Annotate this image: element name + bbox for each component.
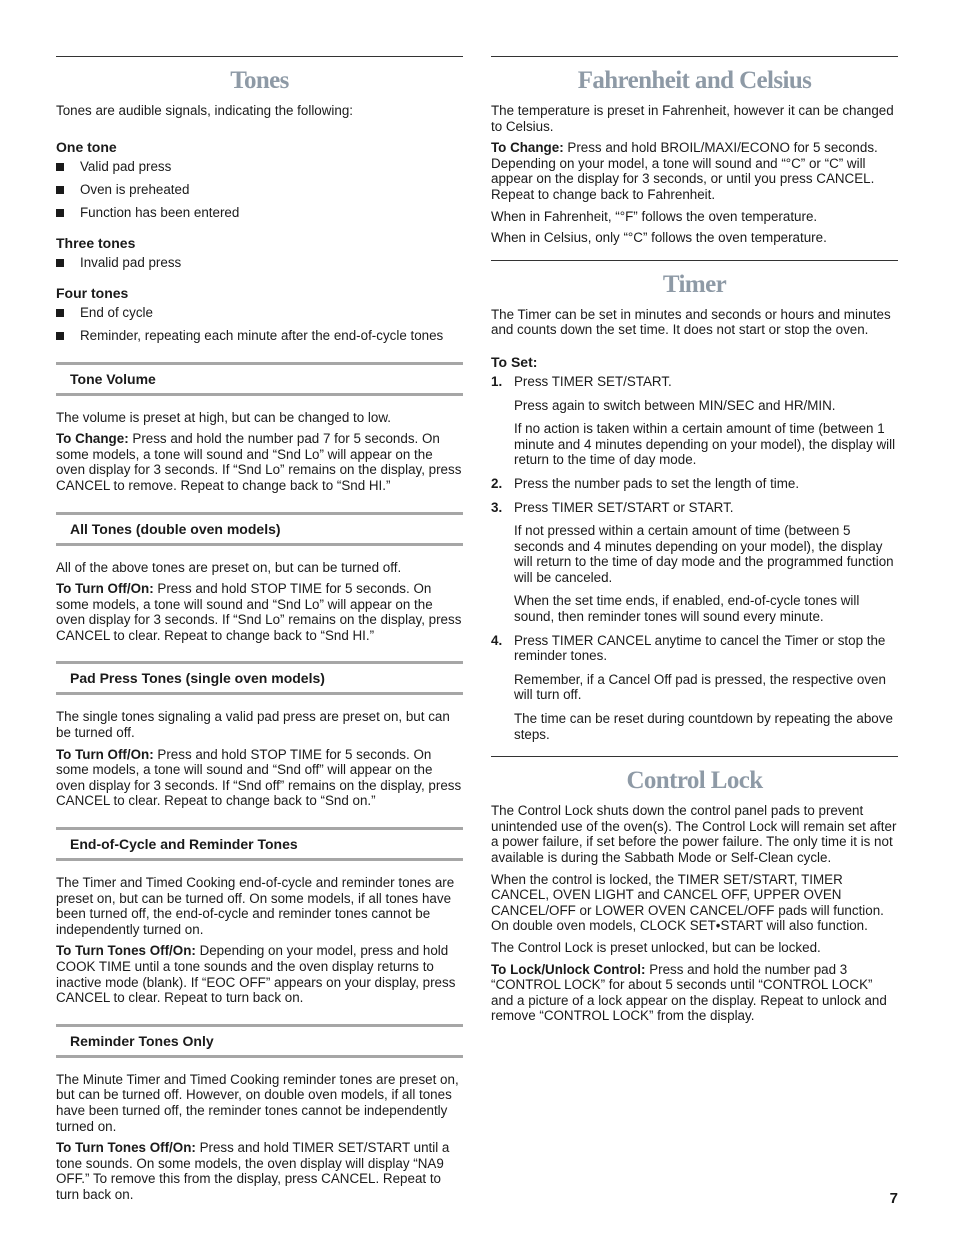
- timer-steps: [491, 374, 898, 742]
- timer-step: [491, 476, 898, 492]
- fahrenheit-intro: The temperature is preset in Fahrenheit, however it can be changed to Celsius.: [491, 103, 894, 134]
- page-number: 7: [889, 1190, 898, 1207]
- list-item: [56, 159, 463, 175]
- step-note: If not pressed within a certain amount of time (between 5 seconds and 4 minutes depending on your model), the display will return to the time of day mode and the programmed function will be canceled.: [514, 523, 894, 585]
- all-tones-heading: All Tones (double oven models): [56, 512, 463, 546]
- step-note: If no action is taken within a certain amount of time (between 1 minute and 4 minutes depending on your model), the display will return to the time of day mode.: [514, 421, 896, 468]
- celsius-note: When in Celsius, only “°C” follows the oven temperature.: [491, 230, 827, 246]
- section-divider: [491, 260, 898, 261]
- tone-volume-heading: Tone Volume: [56, 362, 463, 396]
- instruction-label: To Change:: [491, 140, 564, 156]
- fahrenheit-note: When in Fahrenheit, “°F” follows the oven temperature.: [491, 208, 818, 224]
- instruction-text: Press and hold STOP TIME for 5 seconds. On some models, a tone will sound and “Snd Lo” will appear on the oven display for 3 seconds. If “Snd Lo” remains on the display, press CANCEL to clear. Repeat to change back to “Snd HI.”: [56, 581, 462, 643]
- control-lock-title: Control Lock: [626, 767, 763, 795]
- list-item-text: End of cycle: [80, 304, 153, 320]
- four-tones-heading: Four tones: [56, 284, 129, 301]
- instruction-label: To Change:: [56, 431, 129, 447]
- pad-press-intro: The single tones signaling a valid pad press are preset on, but can be turned off.: [56, 709, 450, 741]
- one-tone-heading: One tone: [56, 138, 117, 155]
- all-tones-intro: All of the above tones are preset on, but can be turned off.: [56, 559, 402, 575]
- list-item-text: Valid pad press: [80, 158, 172, 174]
- square-bullet-icon: [56, 163, 64, 171]
- list-item-text: Invalid pad press: [80, 254, 182, 270]
- square-bullet-icon: [56, 186, 64, 194]
- list-item: [56, 205, 463, 221]
- timer-step: [491, 374, 898, 468]
- control-lock-instructions: [491, 962, 898, 1024]
- list-item-text: Function has been entered: [80, 205, 240, 221]
- end-of-cycle-instructions: [56, 943, 463, 1005]
- square-bullet-icon: [56, 309, 64, 317]
- instruction-text: Press and hold TIMER SET/START until a tone sounds. On some models, the oven display will display “NA9 OFF.” To remove this from the display, press CANCEL. Repeat to turn back on.: [56, 1140, 450, 1202]
- control-lock-intro: The Control Lock shuts down the control panel pads to prevent unintended use of the oven(s). The Control Lock will remain set after a power failure, if set before the power failure. The only time it is not available is during the Sabbath Mode or Self-Clean cycle.: [491, 803, 897, 865]
- reminder-only-instructions: [56, 1140, 463, 1202]
- step-number: 4.: [491, 632, 503, 648]
- instruction-label: To Turn Off/On:: [56, 746, 154, 762]
- three-tones-list: [56, 255, 463, 271]
- three-tones-heading: Three tones: [56, 234, 136, 251]
- control-lock-preset: The Control Lock is preset unlocked, but can be locked.: [491, 939, 821, 955]
- instruction-text: Press and hold the number pad 3 “CONTROL LOCK” for about 5 seconds until “CONTROL LOCK” and a picture of a lock appear on the display. Repeat to unlock and remove “CONTROL LOCK” from the display.: [491, 961, 887, 1024]
- step-text: Press TIMER SET/START or START.: [514, 499, 734, 515]
- timer-intro: The Timer can be set in minutes and seconds or hours and minutes and counts down the set time. It does not start or stop the oven.: [491, 306, 891, 338]
- control-lock-locked-pads: When the control is locked, the TIMER SET/START, TIMER CANCEL, OVEN LIGHT and CANCEL OFF, UPPER OVEN CANCEL/OFF or LOWER OVEN CANCEL/OFF pads will function. On double oven models, CLOCK SET•START will also function.: [491, 871, 884, 934]
- pad-press-instructions: [56, 747, 463, 809]
- instruction-text: Press and hold BROIL/MAXI/ECONO for 5 seconds. Depending on your model, a tone will sound and “°C” or “C” will appear on the display for 3 seconds, or until you press CANCEL. Repeat to change back to Fahrenheit.: [491, 140, 878, 202]
- step-note: Remember, if a Cancel Off pad is pressed, the respective oven will turn off.: [514, 671, 886, 703]
- step-note: Press again to switch between MIN/SEC and HR/MIN.: [514, 397, 836, 413]
- step-number: 2.: [491, 475, 503, 491]
- instruction-label: To Turn Tones Off/On:: [56, 943, 196, 959]
- square-bullet-icon: [56, 259, 64, 267]
- all-tones-instructions: [56, 581, 463, 643]
- pad-press-heading: Pad Press Tones (single oven models): [56, 661, 463, 695]
- instruction-text: Depending on your model, press and hold COOK TIME until a tone sounds and the oven display returns to inactive mode (blank). If “EOC OFF” appears on your display, press CANCEL to clear. Repeat to turn back on.: [56, 943, 456, 1006]
- fahrenheit-title: Fahrenheit and Celsius: [577, 67, 812, 94]
- timer-step: [491, 633, 898, 743]
- instruction-label: To Turn Tones Off/On:: [56, 1140, 196, 1156]
- instruction-text: Press and hold the number pad 7 for 5 seconds. On some models, a tone will sound and “Snd Lo” will appear on the oven display for 3 seconds. If “Snd Lo” remains on the display, press CANCEL to remove. Repeat to change back to “Snd HI.”: [56, 431, 462, 493]
- one-tone-list: [56, 159, 463, 221]
- list-item-text: Reminder, repeating each minute after the end-of-cycle tones: [80, 327, 444, 343]
- step-text: Press the number pads to set the length of time.: [514, 475, 800, 491]
- step-text: Press TIMER SET/START.: [514, 373, 672, 389]
- four-tones-list: [56, 305, 463, 344]
- step-note: When the set time ends, if enabled, end-of-cycle tones will sound, then reminder tones will sound every minute.: [514, 593, 860, 625]
- right-column: [491, 56, 898, 1030]
- timer-to-set-heading: To Set:: [491, 353, 538, 370]
- reminder-only-intro: The Minute Timer and Timed Cooking reminder tones are preset on, but can be turned off. However, on double oven models, if all tones have been turned off, the reminder tones cannot be independently turned on.: [56, 1071, 459, 1134]
- step-text: Press TIMER CANCEL anytime to cancel the Timer or stop the reminder tones.: [514, 632, 886, 664]
- list-item: [56, 305, 463, 321]
- square-bullet-icon: [56, 209, 64, 217]
- end-of-cycle-intro: The Timer and Timed Cooking end-of-cycle and reminder tones are preset on, but can be turned off. On some models, if all tones have been turned off, the end-of-cycle and reminder tones cannot be independently turned on.: [56, 875, 455, 937]
- square-bullet-icon: [56, 332, 64, 340]
- tones-title: Tones: [230, 67, 289, 94]
- left-column: [56, 56, 463, 1209]
- step-number: 1.: [491, 373, 503, 389]
- step-note: The time can be reset during countdown by repeating the above steps.: [514, 711, 893, 742]
- end-of-cycle-heading: End-of-Cycle and Reminder Tones: [56, 827, 463, 861]
- list-item: [56, 328, 463, 344]
- timer-title: Timer: [662, 270, 727, 298]
- instruction-text: Press and hold STOP TIME for 5 seconds. On some models, a tone will sound and “Snd off” will appear on the oven display for 3 seconds. If “Snd off” remains on the display, press CANCEL to clear. Repeat to change back to “Snd on.”: [56, 746, 462, 809]
- list-item-text: Oven is preheated: [80, 181, 190, 197]
- instruction-label: To Lock/Unlock Control:: [491, 961, 646, 977]
- step-number: 3.: [491, 499, 503, 515]
- fahrenheit-instructions: [491, 140, 898, 202]
- list-item: [56, 182, 463, 198]
- timer-step: [491, 500, 898, 625]
- section-divider: [491, 756, 898, 757]
- tone-volume-intro: The volume is preset at high, but can be changed to low.: [56, 409, 391, 425]
- reminder-only-heading: Reminder Tones Only: [56, 1024, 463, 1058]
- tone-volume-instructions: [56, 431, 463, 493]
- tones-intro: Tones are audible signals, indicating the following:: [56, 103, 354, 118]
- list-item: [56, 255, 463, 271]
- instruction-label: To Turn Off/On:: [56, 581, 154, 597]
